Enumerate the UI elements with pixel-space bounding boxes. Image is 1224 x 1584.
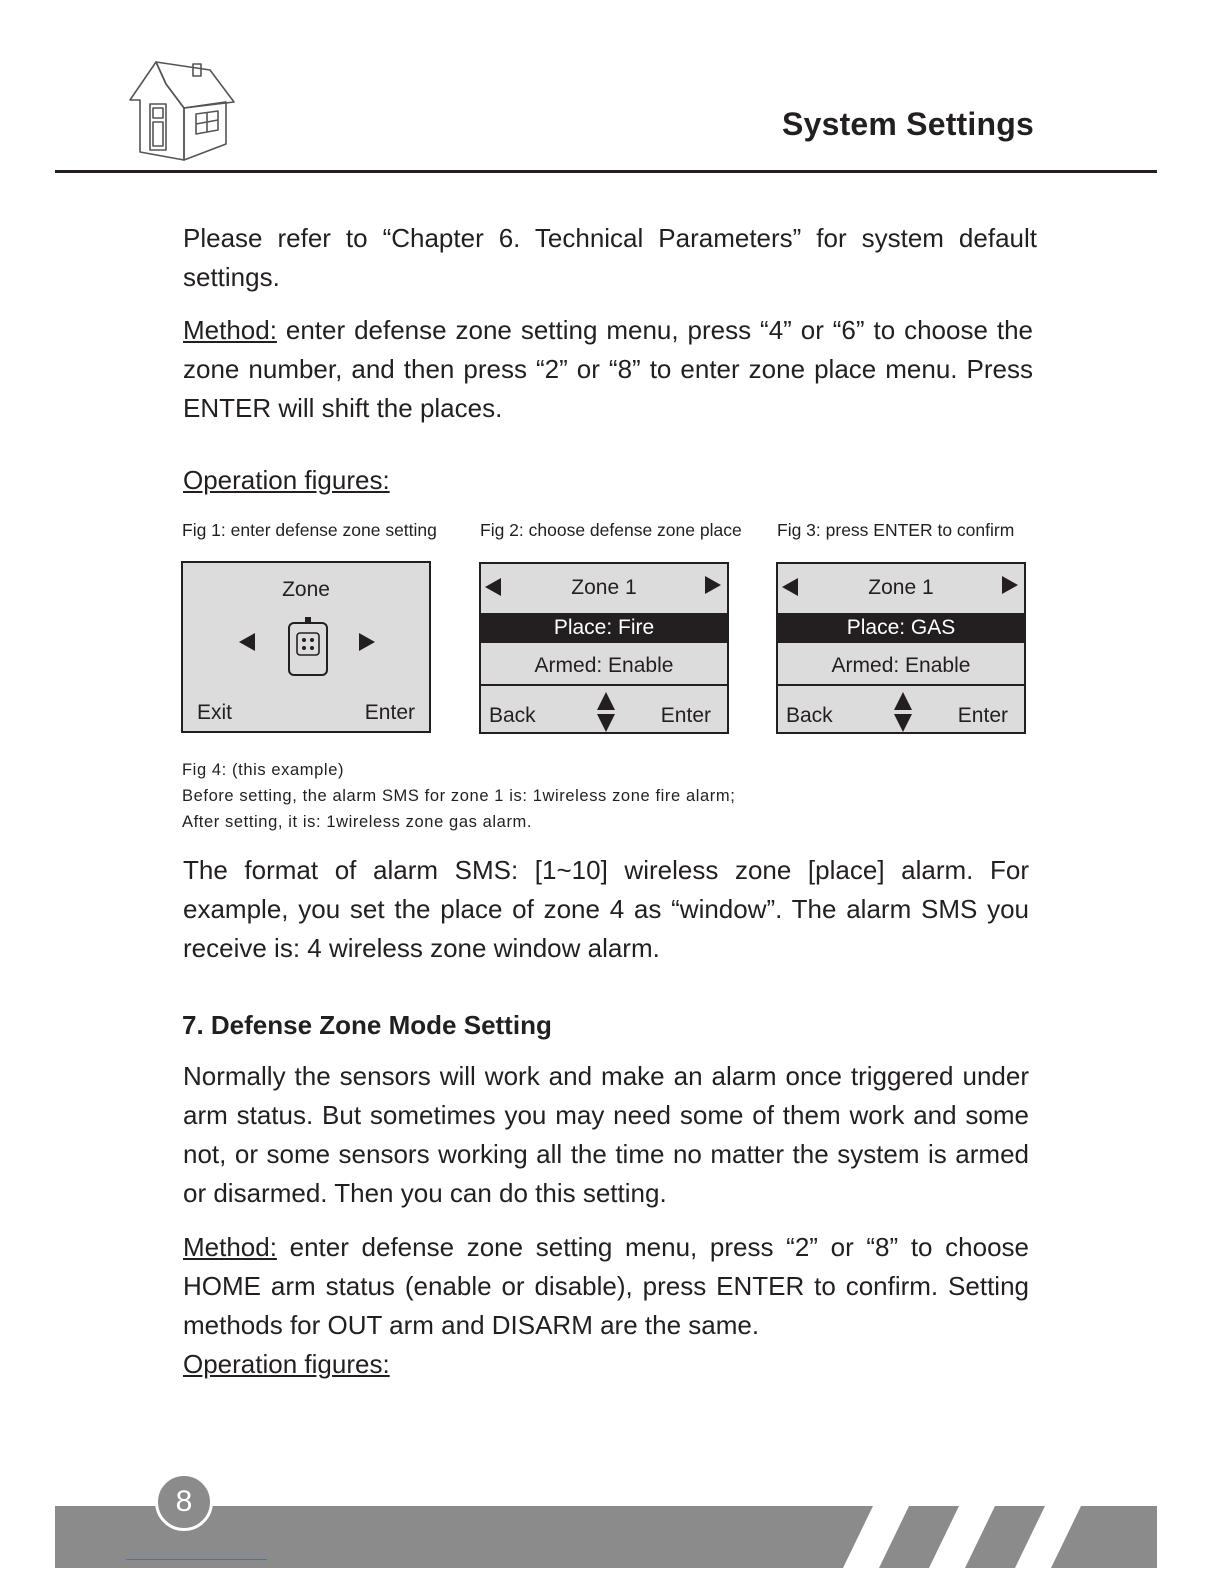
- fig1-lcd-screen: [181, 561, 431, 733]
- note-line: Before setting, the alarm SMS for zone 1 is: 1wireless zone fire alarm;: [182, 787, 736, 805]
- place-highlight: Place: GAS: [778, 613, 1024, 643]
- fig3-caption: Fig 3: press ENTER to confirm: [777, 520, 1015, 540]
- back-label: Back: [786, 704, 833, 727]
- note-line: Fig 4: (this example): [182, 761, 345, 779]
- page-number: 8: [155, 1473, 213, 1531]
- left-arrow-icon: [239, 633, 255, 651]
- zone-number: Zone 1: [571, 576, 637, 599]
- operation-figures-heading: Operation figures:: [183, 465, 390, 495]
- method-text: enter defense zone setting menu, press “4” or “6” to choose the zone number, and then press “2” or “8” to enter zone place menu. Press ENTER will shift the places.: [183, 315, 1033, 423]
- exit-label: Exit: [197, 701, 233, 724]
- fig4-note: [182, 757, 735, 835]
- footer-link-underline[interactable]: [126, 1559, 267, 1560]
- sms-format-paragraph: The format of alarm SMS: [1~10] wireless zone [place] alarm. For example, you set the place of zone 4 as “window”. The alarm SMS you receive is: 4 wireless zone window alarm.: [183, 855, 1029, 963]
- right-arrow-icon: [705, 576, 721, 594]
- fig2-lcd-screen: [479, 562, 729, 734]
- back-label: Back: [489, 704, 536, 727]
- fig1-zone-title: Zone: [282, 578, 330, 601]
- right-arrow-icon: [1002, 576, 1018, 594]
- armed-status: Armed: Enable: [534, 654, 674, 677]
- remote-control-icon: [287, 615, 329, 677]
- up-down-arrow-icon: [893, 692, 913, 732]
- enter-label: Enter: [957, 704, 1008, 727]
- method-label: Method:: [183, 315, 277, 345]
- zone-number: Zone 1: [868, 576, 934, 599]
- header-divider: [55, 170, 1157, 173]
- house-icon: [126, 56, 240, 164]
- fig1-caption: Fig 1: enter defense zone setting: [182, 520, 437, 540]
- enter-label: Enter: [364, 701, 415, 724]
- divider: [481, 684, 727, 686]
- up-down-arrow-icon: [596, 692, 616, 732]
- method-label: Method:: [183, 1232, 277, 1262]
- page-title: System Settings: [782, 106, 1034, 142]
- method-paragraph: [183, 311, 1033, 428]
- fig2-caption: Fig 2: choose defense zone place: [480, 520, 742, 540]
- enter-label: Enter: [660, 704, 711, 727]
- intro-paragraph: Please refer to “Chapter 6. Technical Parameters” for system default settings.: [183, 223, 1037, 292]
- note-line: After setting, it is: 1wireless zone gas alarm.: [182, 813, 533, 831]
- method-paragraph: [183, 1228, 1029, 1384]
- method-text: enter defense zone setting menu, press “2” or “8” to choose HOME arm status (enable or disable), press ENTER to confirm. Setting methods for OUT arm and DISARM are the same.: [183, 1232, 1029, 1340]
- divider: [778, 684, 1024, 686]
- section-heading: 7. Defense Zone Mode Setting: [182, 1010, 552, 1040]
- place-highlight: Place: Fire: [481, 613, 727, 643]
- section-paragraph: Normally the sensors will work and make an alarm once triggered under arm status. But sometimes you may need some of them work and some not, or some sensors working all the time no matter the system is armed or disarmed. Then you can do this setting.: [183, 1061, 1029, 1208]
- armed-status: Armed: Enable: [831, 654, 971, 677]
- right-arrow-icon: [359, 633, 375, 651]
- operation-figures-heading: Operation figures:: [183, 1349, 390, 1379]
- fig3-lcd-screen: [776, 562, 1026, 734]
